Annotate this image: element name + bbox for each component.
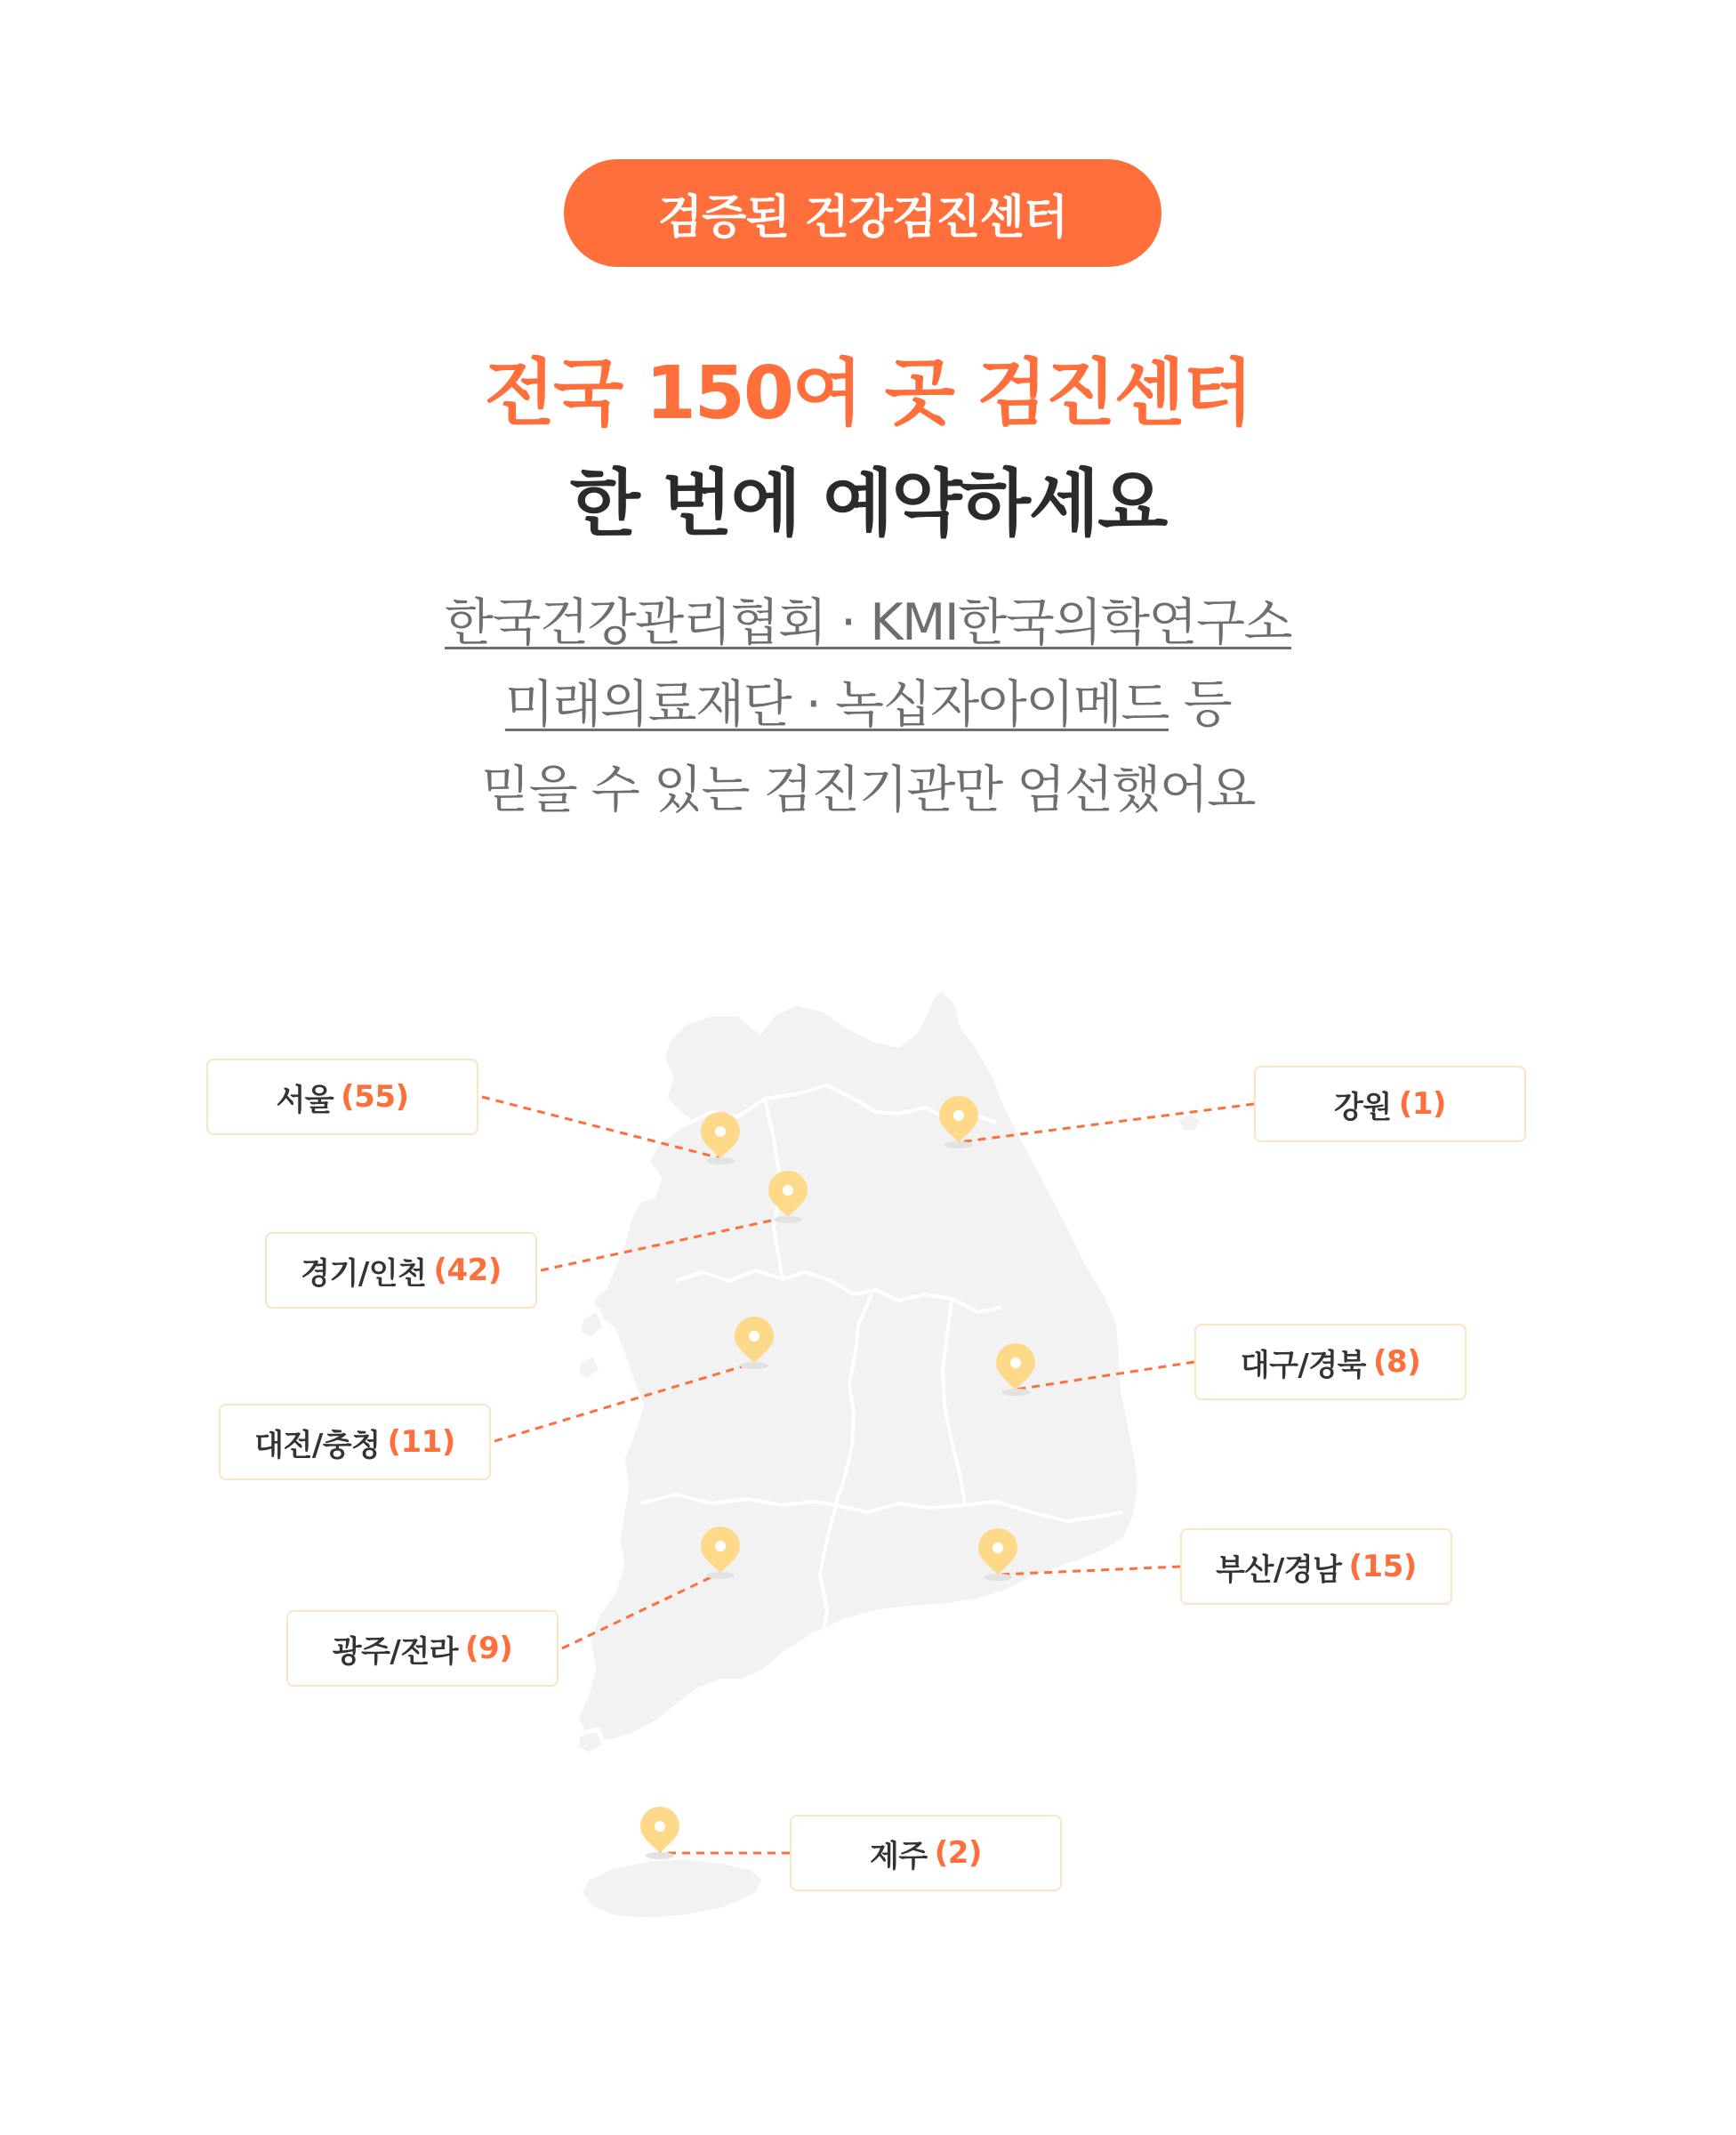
region-count: (42) (433, 1253, 502, 1288)
region-name: 경기/인천 (301, 1255, 427, 1292)
region-name: 광주/전라 (332, 1633, 459, 1670)
region-count: (15) (1348, 1549, 1417, 1584)
region-count: (9) (465, 1631, 513, 1666)
region-label (286, 1610, 559, 1687)
map-island-2 (576, 1354, 601, 1381)
region-count: (55) (341, 1079, 409, 1115)
region-label (1194, 1324, 1467, 1400)
region-label (206, 1059, 478, 1135)
subtitle-line-3: 믿을 수 있는 검진기관만 엄선했어요 (481, 761, 1255, 819)
region-name: 강원 (1334, 1089, 1392, 1125)
map-jeju (580, 1857, 765, 1920)
region-count: (2) (934, 1835, 982, 1871)
region-label (219, 1404, 491, 1480)
map-island-ulleung (1177, 1112, 1202, 1133)
region-name: 서울 (276, 1082, 334, 1118)
headline-line-1: 전국 150여 곳 검진센터 (484, 351, 1252, 436)
region-label (265, 1232, 537, 1309)
region-name: 대전/충청 (254, 1427, 381, 1463)
region-count: (1) (1398, 1086, 1446, 1122)
region-label (1180, 1528, 1452, 1605)
partner-list-tail: 등 (1168, 675, 1232, 734)
map-island-1 (578, 1309, 605, 1339)
region-name: 제주 (870, 1838, 928, 1874)
badge-label: 검증된 건강검진센터 (657, 191, 1068, 245)
region-name: 대구/경북 (1240, 1347, 1367, 1383)
partner-list-1: 한국건강관리협회 · KMI한국의학연구소 (444, 593, 1292, 652)
partner-list-2: 미래의료재단 · 녹십자아이메드 (504, 675, 1169, 734)
headline-line-2: 한 번에 예약하세요 (569, 462, 1167, 546)
region-count: (11) (387, 1424, 455, 1460)
map-land (576, 989, 1202, 1920)
map-pin-icon (640, 1807, 679, 1859)
region-name: 부산/경남 (1216, 1551, 1342, 1588)
region-label (790, 1815, 1062, 1891)
region-label (1254, 1066, 1526, 1142)
region-count: (8) (1373, 1344, 1421, 1380)
map-island-3 (576, 1729, 605, 1754)
